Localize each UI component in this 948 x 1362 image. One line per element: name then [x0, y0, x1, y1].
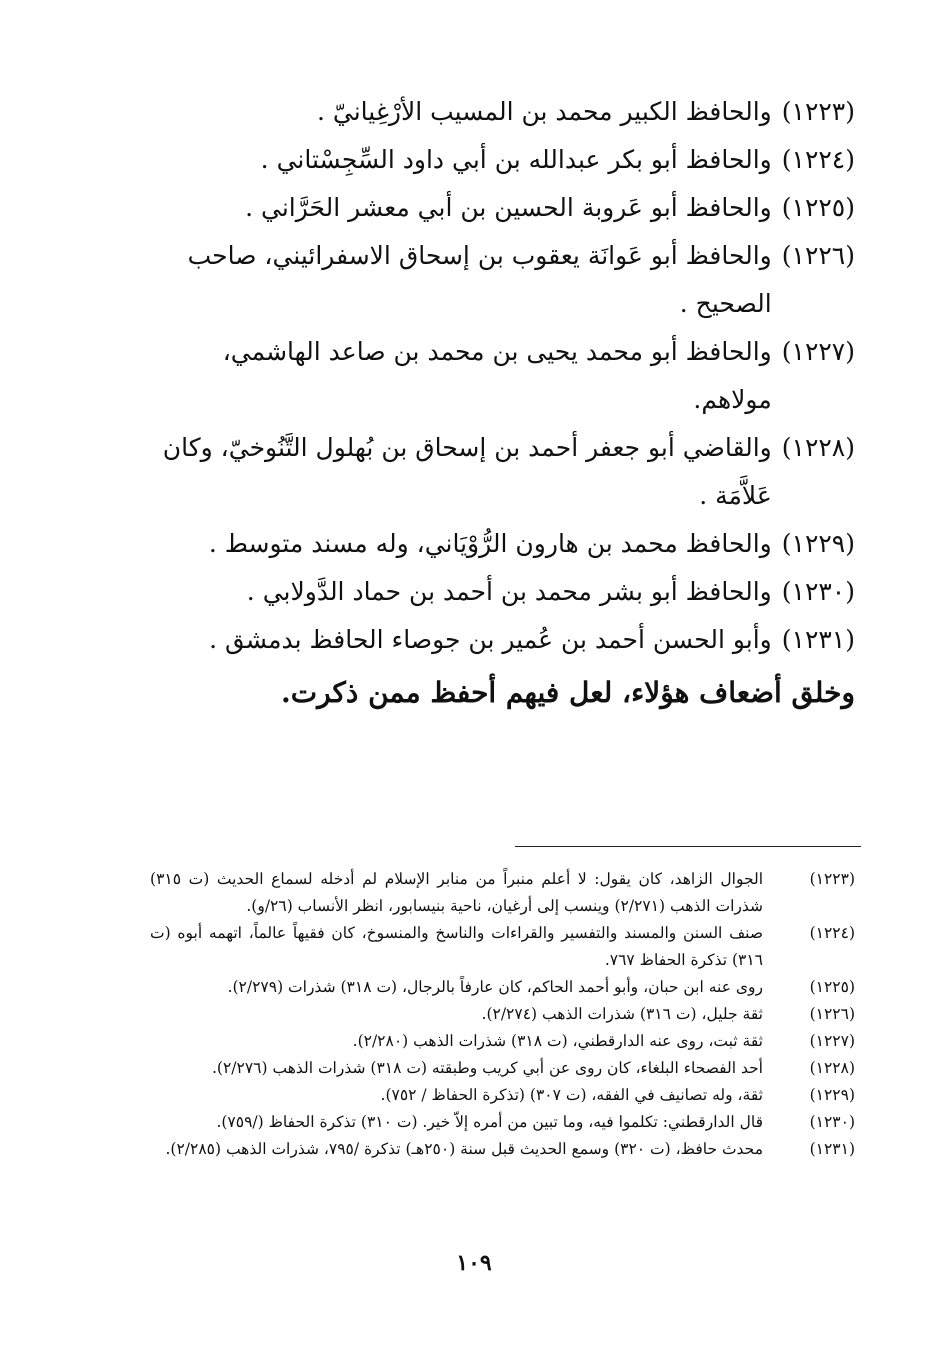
footnote-1224	[150, 920, 855, 974]
footnote-text: ثقة جليل، (ت ٣١٦) شذرات الذهب (٢/٢٧٤).	[481, 1005, 763, 1023]
footnote-divider	[515, 846, 861, 847]
footnote-number: (١٢٢٣)	[809, 870, 855, 888]
footnote-number: (١٢٢٦)	[809, 1005, 855, 1023]
entry-1229	[150, 520, 855, 568]
entry-1230	[150, 568, 855, 616]
entry-1225	[150, 184, 855, 232]
entry-text: والحافظ أبو محمد يحيى بن محمد بن صاعد الهاشمي، مولاهم.	[222, 337, 772, 414]
footnote-text: محدث حافظ، (ت ٣٢٠) وسمع الحديث قبل سنة (٢٥٠هـ) تذكرة /٧٩٥، شذرات الذهب (٢/٢٨٥).	[165, 1140, 763, 1158]
entry-number: (١٢٢٣)	[781, 97, 855, 126]
entry-number: (١٢٣١)	[781, 625, 855, 654]
entry-1228	[150, 424, 855, 520]
footnote-1230	[150, 1109, 855, 1136]
entry-number: (١٢٣٠)	[781, 577, 855, 606]
footnote-text: الجوال الزاهد، كان يقول: لا أعلم منبراً من منابر الإسلام لم أدخله لسماع الحديث (ت ٣١٥) شذرات الذهب (٢/٢٧١) وينسب إلى أرغيان، ناحية بنيسابور، انظر الأنساب (٢٦/و).	[150, 870, 763, 915]
entry-1226	[150, 232, 855, 328]
footnote-text: روى عنه ابن حبان، وأبو أحمد الحاكم، كان عارفاً بالرجال، (ت ٣١٨) شذرات (٢/٢٧٩).	[227, 978, 763, 996]
footnote-number: (١٢٣٠)	[809, 1113, 855, 1131]
entry-text: والحافظ محمد بن هارون الرُّوْيَاني، وله مسند متوسط .	[208, 529, 772, 558]
entry-text: والقاضي أبو جعفر أحمد بن إسحاق بن بُهلول التَّنُوخيّ، وكان عَلاَّمَة .	[162, 433, 772, 510]
entry-text: والحافظ أبو عَروبة الحسين بن أبي معشر الحَرَّاني .	[245, 193, 772, 222]
entry-text: والحافظ أبو بشر محمد بن أحمد بن حماد الدَّولابي .	[246, 577, 772, 606]
footnote-number: (١٢٢٥)	[809, 978, 855, 996]
footnote-number: (١٢٢٩)	[809, 1086, 855, 1104]
footnote-1229	[150, 1082, 855, 1109]
entry-number: (١٢٢٧)	[781, 337, 855, 366]
footnote-number: (١٢٢٨)	[809, 1059, 855, 1077]
entry-number: (١٢٢٥)	[781, 193, 855, 222]
footnote-text: ثقة ثبت، روى عنه الدارقطني، (ت ٣١٨) شذرات الذهب (٢/٢٨٠).	[352, 1032, 763, 1050]
footnote-number: (١٢٢٤)	[809, 924, 855, 942]
footnote-1223	[150, 866, 855, 920]
entry-1223	[150, 88, 855, 136]
entry-text: والحافظ أبو بكر عبدالله بن أبي داود السِّجِسْتاني .	[260, 145, 772, 174]
entry-1227	[150, 328, 855, 424]
entry-1231	[150, 616, 855, 664]
main-text	[150, 88, 855, 720]
footnote-1227	[150, 1028, 855, 1055]
entry-number: (١٢٢٩)	[781, 529, 855, 558]
footnote-1228	[150, 1055, 855, 1082]
footnote-1226	[150, 1001, 855, 1028]
entry-text: والحافظ أبو عَوانَة يعقوب بن إسحاق الاسفرائيني، صاحب الصحيح .	[187, 241, 772, 318]
footnote-text: قال الدارقطني: تكلموا فيه، وما تبين من أمره إلاّ خير. (ت ٣١٠) تذكرة الحفاظ (/٧٥٩).	[216, 1113, 763, 1131]
footnote-1231	[150, 1136, 855, 1163]
entry-number: (١٢٢٤)	[781, 145, 855, 174]
entry-number: (١٢٢٦)	[781, 241, 855, 270]
footnote-number: (١٢٣١)	[809, 1140, 855, 1158]
entry-1224	[150, 136, 855, 184]
footnote-text: أحد الفصحاء البلغاء، كان روى عن أبي كريب وطبقته (ت ٣١٨) شذرات الذهب (٢/٢٧٦).	[211, 1059, 763, 1077]
footnote-1225	[150, 974, 855, 1001]
closing-sentence: وخلق أضعاف هؤلاء، لعل فيهم أحفظ ممن ذكرت.	[280, 676, 855, 709]
page-number: ١٠٩	[456, 1250, 492, 1276]
entry-number: (١٢٢٨)	[781, 433, 855, 462]
entry-text: وأبو الحسن أحمد بن عُمير بن جوصاء الحافظ بدمشق .	[209, 625, 772, 654]
footnote-number: (١٢٢٧)	[809, 1032, 855, 1050]
footnote-text: ثقة، وله تصانيف في الفقه، (ت ٣٠٧) (تذكرة الحفاظ / ٧٥٢).	[380, 1086, 763, 1104]
entry-text: والحافظ الكبير محمد بن المسيب الأرْغِيانيّ .	[316, 97, 772, 126]
footnotes	[150, 866, 855, 1163]
footnote-text: صنف السنن والمسند والتفسير والقراءات والناسخ والمنسوخ، كان فقيهاً عالماً، اتهمه أبوه (ت ٣١٦) تذكرة الحفاظ ٧٦٧.	[150, 924, 763, 969]
